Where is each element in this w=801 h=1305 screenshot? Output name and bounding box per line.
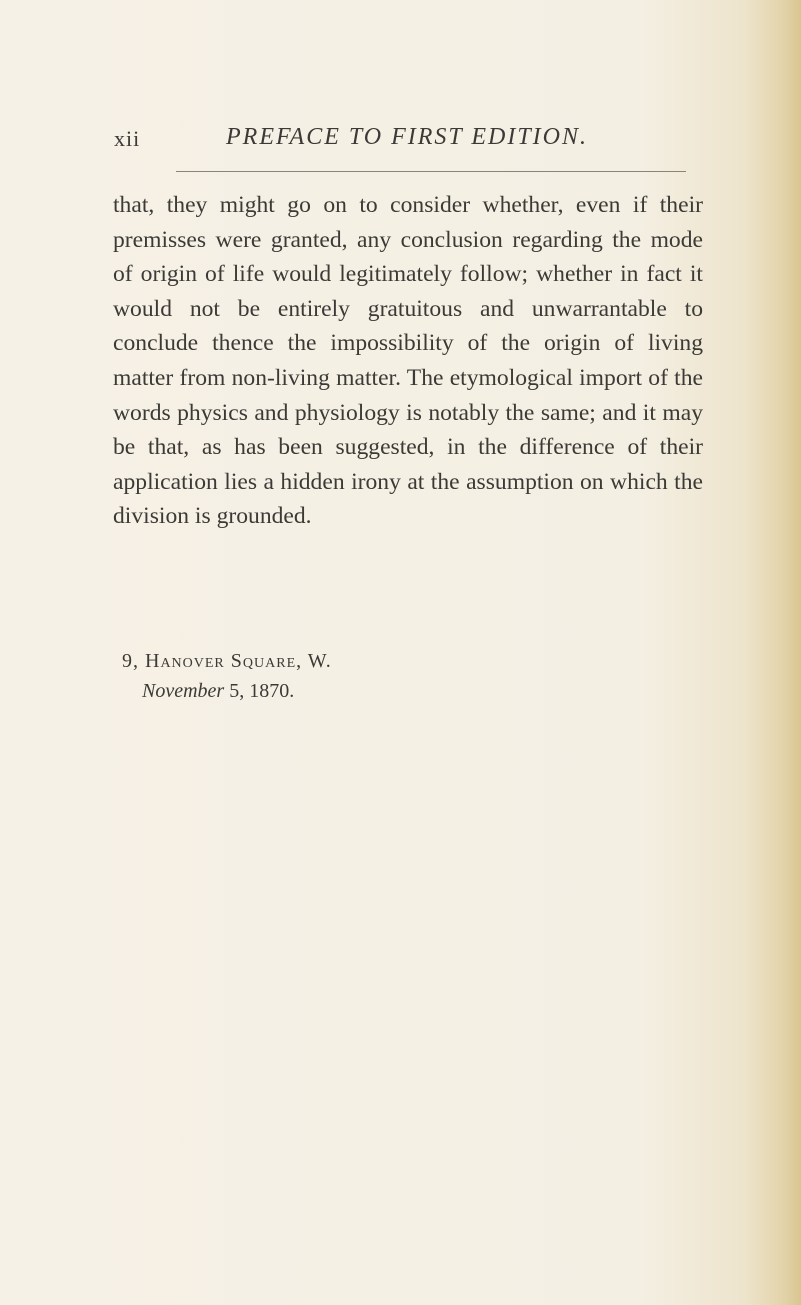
page-header: [114, 122, 714, 162]
running-head: PREFACE TO FIRST EDITION.: [226, 124, 589, 150]
page-number: xii: [114, 126, 141, 151]
header-rule: [176, 171, 686, 172]
signoff-date: [122, 676, 332, 706]
paragraph: that, they might go on to consider whether, even if their premisses were granted, any conclusion regarding the mode of origin of life would legitimately follow; whether in fact it would not be entirely gratuitous and unwarrantable to conclude thence the impossibility of the origin of living matter from non-living matter. The etymological import of the words physics and physiology is notably the same; and it may be that, as has been suggested, in the difference of their application lies a hidden irony at the assumption on which the division is grounded.: [113, 192, 703, 530]
signoff-address: 9, Hanover Square, W.: [122, 650, 332, 672]
signoff-day-year: 5, 1870.: [224, 680, 295, 702]
signoff: [122, 646, 332, 706]
body-text: [113, 188, 703, 534]
signoff-month: November: [142, 680, 225, 702]
